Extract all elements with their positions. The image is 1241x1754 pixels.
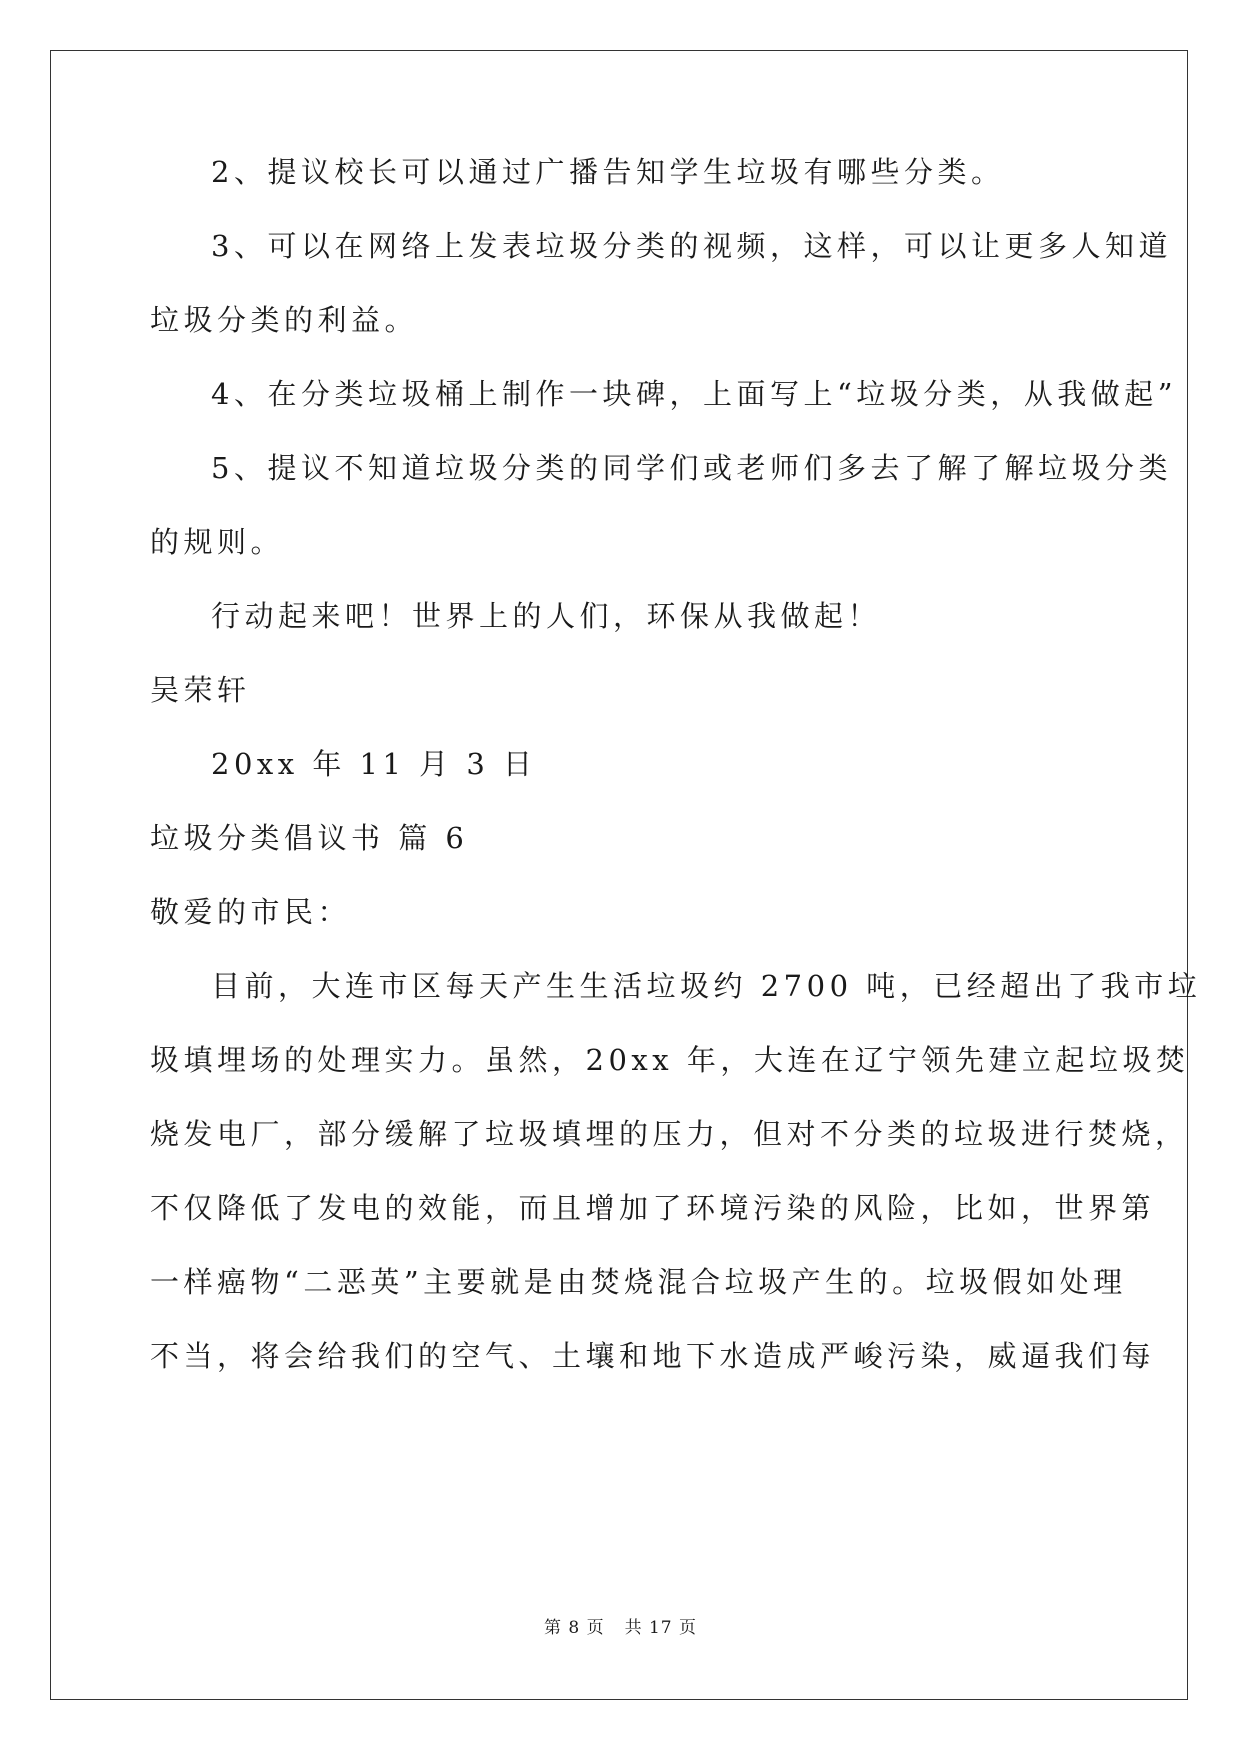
signature-name: 吴荣轩 — [150, 673, 251, 707]
body-line-1: 目前，大连市区每天产生生活垃圾约 2700 吨，已经超出了我市垃 — [211, 969, 1202, 1003]
list-item-5-line-2: 的规则。 — [150, 525, 285, 559]
list-item-2: 2、提议校长可以通过广播告知学生垃圾有哪些分类。 — [211, 155, 1005, 189]
section-title: 垃圾分类倡议书 篇 6 — [150, 821, 469, 855]
body-line-6: 不当，将会给我们的空气、土壤和地下水造成严峻污染，威逼我们每 — [150, 1339, 1156, 1373]
list-item-5-line-1: 5、提议不知道垃圾分类的同学们或老师们多去了解了解垃圾分类 — [211, 451, 1172, 485]
signature-date: 20xx 年 11 月 3 日 — [211, 747, 537, 781]
list-item-3-line-1: 3、可以在网络上发表垃圾分类的视频，这样，可以让更多人知道 — [211, 229, 1172, 263]
page-total: 共 17 页 — [624, 1618, 698, 1638]
salutation: 敬爱的市民： — [150, 895, 352, 929]
body-line-4: 不仅降低了发电的效能，而且增加了环境污染的风险，比如，世界第 — [150, 1191, 1156, 1225]
list-item-3-line-2: 垃圾分类的利益。 — [150, 303, 419, 337]
body-line-2: 圾填埋场的处理实力。虽然，20xx 年，大连在辽宁领先建立起垃圾焚 — [150, 1043, 1190, 1077]
body-line-5: 一样癌物“二恶英”主要就是由焚烧混合垃圾产生的。垃圾假如处理 — [150, 1265, 1127, 1299]
page-footer — [0, 1617, 1241, 1639]
page-border — [50, 50, 1188, 1700]
body-line-3: 烧发电厂，部分缓解了垃圾填埋的压力，但对不分类的垃圾进行焚烧， — [150, 1117, 1189, 1151]
list-item-4: 4、在分类垃圾桶上制作一块碑，上面写上“垃圾分类，从我做起” — [211, 377, 1178, 411]
call-to-action: 行动起来吧！世界上的人们，环保从我做起！ — [211, 599, 882, 633]
page-number: 第 8 页 — [543, 1618, 605, 1638]
